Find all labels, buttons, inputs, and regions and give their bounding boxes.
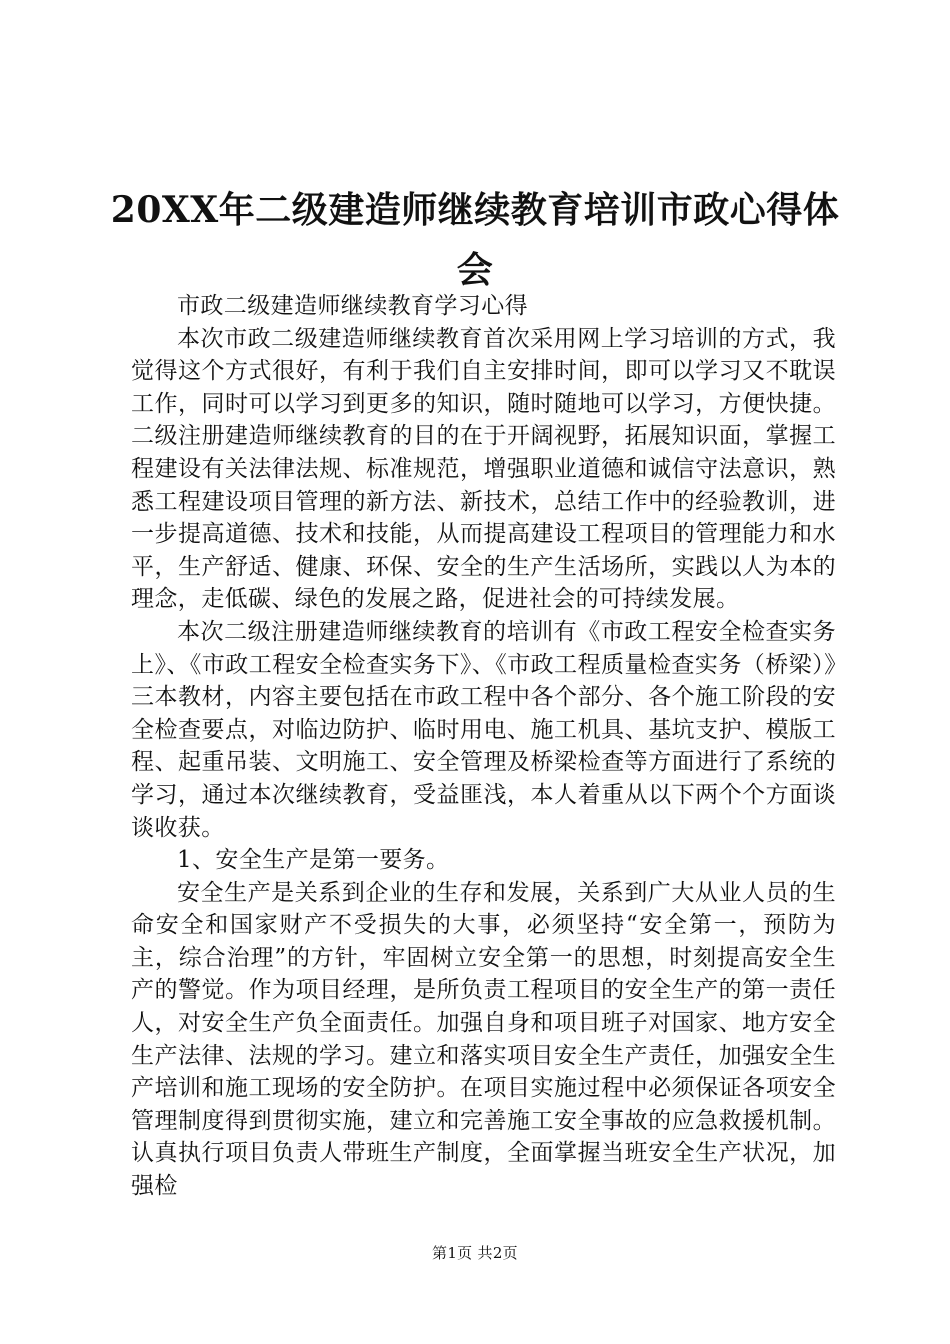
document-title: 20XX年二级建造师继续教育培训市政心得体会	[110, 189, 840, 291]
document-body	[131, 290, 836, 1203]
section-heading-safety: 1、安全生产是第一要务。	[177, 847, 450, 874]
paragraph-courses: 本次二级注册建造师继续教育的培训有《市政工程安全检查实务上》、《市政工程安全检查实务下》、《市政工程质量检查实务（桥梁）》三本教材，内容主要包括在市政工程中各个部分、各个施工阶段的安全检查要点，对临边防护、临时用电、施工机具、基坑支护、模版工程、起重吊装、文明施工、安全管理及桥梁检查等方面进行了系统的学习，通过本次继续教育，受益匪浅，本人着重从以下两个个方面谈谈收获。	[131, 618, 836, 841]
paragraph-safety: 安全生产是关系到企业的生存和发展，关系到广大从业人员的生命安全和国家财产不受损失的大事，必须坚持“安全第一，预防为主，综合治理”的方针，牢固树立安全第一的思想，时刻提高安全生产的警觉。作为项目经理，是所负责工程项目的安全生产的第一责任人，对安全生产负全面责任。加强自身和项目班子对国家、地方安全生产法律、法规的学习。建立和落实项目安全生产责任，加强安全生产培训和施工现场的安全防护。在项目实施过程中必须保证各项安全管理制度得到贯彻实施，建立和完善施工安全事故的应急救援机制。认真执行项目负责人带班生产制度，全面掌握当班安全生产状况，加强检	[131, 879, 836, 1200]
paragraph-intro: 本次市政二级建造师继续教育首次采用网上学习培训的方式，我觉得这个方式很好，有利于我们自主安排时间，即可以学习又不耽误工作，同时可以学习到更多的知识，随时随地可以学习，方便快捷。二级注册建造师继续教育的目的在于开阔视野，拓展知识面，掌握工程建设有关法律法规、标准规范，增强职业道德和诚信守法意识，熟悉工程建设项目管理的新方法、新技术，总结工作中的经验教训，进一步提高道德、技术和技能，从而提高建设工程项目的管理能力和水平，生产舒适、健康、环保、安全的生产生活场所，实践以人为本的理念，走低碳、绿色的发展之路，促进社会的可持续发展。	[131, 325, 836, 613]
page-footer: 第1页 共2页	[432, 1244, 518, 1262]
paragraph-subtitle: 市政二级建造师继续教育学习心得	[177, 293, 528, 319]
